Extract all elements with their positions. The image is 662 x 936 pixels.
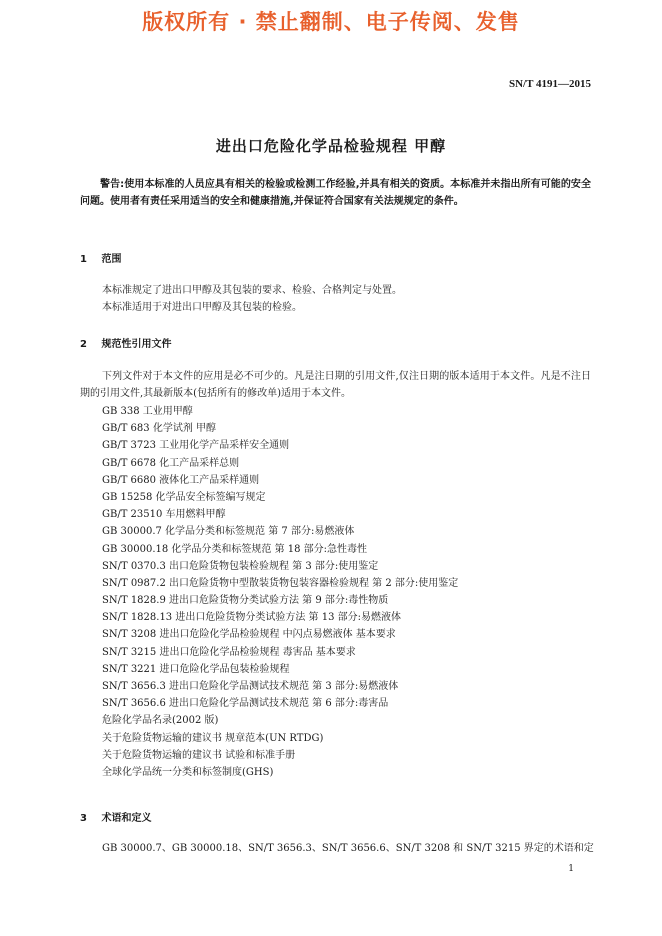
reference-item: SN/T 3215 进出口危险化学品检验规程 毒害品 基本要求 <box>102 646 356 658</box>
section-2-heading <box>80 335 171 350</box>
section-3-heading <box>80 809 151 824</box>
reference-item: SN/T 3208 进出口危险化学品检验规程 中闪点易燃液体 基本要求 <box>102 629 396 641</box>
document-title: 进出口危险化学品检验规程 甲醇 <box>215 137 447 155</box>
reference-item: GB/T 3723 工业用化学产品采样安全通则 <box>102 440 290 452</box>
scope-paragraph-1: 本标准规定了进出口甲醇及其包装的要求、检验、合格判定与处置。 <box>102 285 402 296</box>
reference-item: GB 15258 化学品安全标签编写规定 <box>102 491 266 503</box>
terms-paragraph: GB 30000.7、GB 30000.18、SN/T 3656.3、SN/T 3656.6、SN/T 3208 和 SN/T 3215 界定的术语和定 <box>102 843 594 854</box>
section-number: 3 <box>80 813 87 824</box>
scope-paragraph-2: 本标准适用于对进出口甲醇及其包装的检验。 <box>102 302 302 313</box>
section-title: 规范性引用文件 <box>101 339 172 350</box>
reference-item: SN/T 3656.3 进出口危险化学品测试技术规范 第 3 部分:易燃液体 <box>102 681 399 692</box>
references-intro: 下列文件对于本文件的应用是必不可少的。凡是注日期的引用文件,仅注日期的版本适用于本文件。凡是不注日期的引用文件,其最新版本(包括所有的修改单)适用于本文件。 <box>80 371 591 399</box>
reference-item: GB 338 工业用甲醇 <box>102 406 193 417</box>
reference-list <box>102 403 458 781</box>
reference-item: SN/T 1828.9 进出口危险货物分类试验方法 第 9 部分:毒性物质 <box>102 595 389 607</box>
reference-item: GB 30000.7 化学品分类和标签规范 第 7 部分:易燃液体 <box>102 526 355 538</box>
copyright-watermark: 版权所有 · 禁止翻制、电子传阅、发售 <box>142 10 520 34</box>
standard-number: SN/T 4191—2015 <box>508 78 591 90</box>
section-number: 1 <box>80 254 87 265</box>
reference-item: 关于危险货物运输的建议书 规章范本(UN RTDG) <box>102 732 324 744</box>
section-title: 术语和定义 <box>101 813 152 824</box>
section-1-heading <box>80 250 121 265</box>
page-number: 1 <box>568 864 574 874</box>
reference-item: GB/T 6680 液体化工产品采样通则 <box>102 474 260 486</box>
reference-item: 危险化学品名录(2002 版) <box>102 715 219 727</box>
reference-item: GB/T 23510 车用燃料甲醇 <box>102 509 226 521</box>
reference-item: GB/T 6678 化工产品采样总则 <box>102 457 240 469</box>
reference-item: SN/T 3221 进口危险化学品包装检验规程 <box>102 663 290 675</box>
warning-paragraph: 警告:使用本标准的人员应具有相关的检验或检测工作经验,并具有相关的资质。本标准并未指出所有可能的安全问题。使用者有责任采用适当的安全和健康措施,并保证符合国家有关法规规定的条件。 <box>80 179 591 207</box>
section-title: 范围 <box>101 254 122 265</box>
reference-item: 关于危险货物运输的建议书 试验和标准手册 <box>102 749 296 761</box>
reference-item: SN/T 3656.6 进出口危险化学品测试技术规范 第 6 部分:毒害品 <box>102 698 389 710</box>
reference-item: SN/T 0987.2 出口危险货物中型散装货物包装容器检验规程 第 2 部分:使用鉴定 <box>102 577 459 589</box>
reference-item: 全球化学品统一分类和标签制度(GHS) <box>102 766 274 778</box>
reference-item: GB 30000.18 化学品分类和标签规范 第 18 部分:急性毒性 <box>102 543 368 555</box>
section-number: 2 <box>80 339 87 350</box>
reference-item: SN/T 0370.3 出口危险货物包装检验规程 第 3 部分:使用鉴定 <box>102 560 379 572</box>
reference-item: GB/T 683 化学试剂 甲醇 <box>102 423 216 435</box>
reference-item: SN/T 1828.13 进出口危险货物分类试验方法 第 13 部分:易燃液体 <box>102 612 401 624</box>
